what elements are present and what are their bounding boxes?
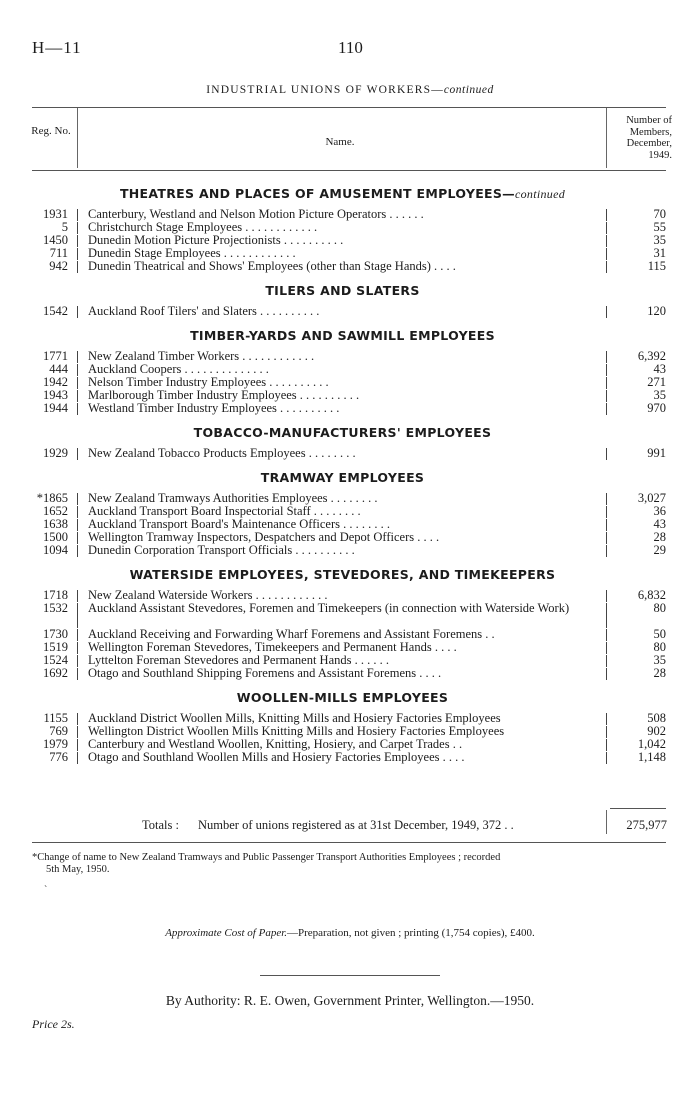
page-number: 110 <box>338 38 363 57</box>
union-name: Otago and Southland Woollen Mills and Hosiery Factories Employees . . . . <box>88 751 465 764</box>
row-divider-right <box>606 403 607 415</box>
table-row <box>0 531 700 544</box>
header-divider-right <box>606 108 607 168</box>
row-divider-left <box>77 403 78 415</box>
member-count: 991 <box>647 446 666 460</box>
member-count: 902 <box>647 724 666 738</box>
member-count: 115 <box>647 259 666 273</box>
member-count: 28 <box>653 666 666 680</box>
section-title-text: WOOLLEN-MILLS EMPLOYEES <box>236 690 449 705</box>
row-divider-right <box>606 364 607 376</box>
section-title-text: WATERSIDE EMPLOYEES, STEVEDORES, AND TIMEKEEPERS <box>129 567 556 582</box>
reg-number: 1532 <box>43 601 68 615</box>
union-name: New Zealand Waterside Workers . . . . . . . . . . . . <box>88 589 328 602</box>
price: Price 2s. <box>32 1017 75 1031</box>
union-name: Otago and Southland Shipping Foremens and Assistant Foremens . . . . <box>88 667 442 680</box>
row-divider-right <box>606 668 607 680</box>
union-name: Dunedin Motion Picture Projectionists . . . . . . . . . . <box>88 234 344 247</box>
row-divider-left <box>77 506 78 518</box>
totals-divider <box>606 810 607 834</box>
union-name: Wellington Tramway Inspectors, Despatchers and Depot Officers . . . . <box>88 531 440 544</box>
column-header-members: Number of Members, December, 1949. <box>626 115 672 161</box>
reg-number: 1094 <box>43 543 68 557</box>
row-divider-left <box>77 629 78 641</box>
union-name: Dunedin Corporation Transport Officials . . . . . . . . . . <box>88 544 355 557</box>
table-row <box>0 221 700 234</box>
section-title <box>80 283 605 298</box>
header-bottom-rule <box>32 170 666 171</box>
reg-number: 1692 <box>43 666 68 680</box>
member-count: 29 <box>653 543 666 557</box>
row-divider-left <box>77 642 78 654</box>
reg-number: 444 <box>49 362 68 376</box>
member-count: 50 <box>653 627 666 641</box>
row-divider-right <box>606 590 607 602</box>
totals-value: 275,977 <box>626 818 667 832</box>
table-row <box>0 376 700 389</box>
table-row <box>0 305 700 318</box>
union-name: Westland Timber Industry Employees . . . . . . . . . . <box>88 402 340 415</box>
union-name: Nelson Timber Industry Employees . . . . . . . . . . <box>88 376 329 389</box>
reg-number: 1155 <box>43 711 68 725</box>
section-title-text: TIMBER-YARDS AND SAWMILL EMPLOYEES <box>190 328 495 343</box>
member-count: 6,832 <box>637 588 666 602</box>
row-divider-right <box>606 493 607 505</box>
member-count: 35 <box>653 388 666 402</box>
table-row <box>0 628 700 641</box>
table-bottom-rule <box>32 842 666 843</box>
member-count: 970 <box>647 401 666 415</box>
reg-number: 1718 <box>43 588 68 602</box>
table-row <box>0 492 700 505</box>
footnote-line-2: 5th May, 1950. <box>46 864 110 875</box>
table-row <box>0 208 700 221</box>
member-count: 120 <box>647 304 666 318</box>
row-divider-left <box>77 364 78 376</box>
row-divider-left <box>77 493 78 505</box>
row-divider-left <box>77 306 78 318</box>
row-divider-right <box>606 739 607 751</box>
row-divider-left <box>77 261 78 273</box>
table-row <box>0 725 700 738</box>
reg-number: 776 <box>49 750 68 764</box>
row-divider-right <box>606 222 607 234</box>
member-count: 80 <box>653 601 666 615</box>
row-divider-left <box>77 603 78 628</box>
row-divider-right <box>606 519 607 531</box>
table-row <box>0 654 700 667</box>
row-divider-left <box>77 590 78 602</box>
union-name: Christchurch Stage Employees . . . . . . . . . . . . <box>88 221 318 234</box>
row-divider-left <box>77 532 78 544</box>
row-divider-left <box>77 209 78 221</box>
row-divider-right <box>606 261 607 273</box>
union-name: Auckland District Woollen Mills, Knitting Mills and Hosiery Factories Employees <box>88 712 501 725</box>
reg-number: 1943 <box>43 388 68 402</box>
row-divider-right <box>606 390 607 402</box>
section-title-text: TRAMWAY EMPLOYEES <box>260 470 425 485</box>
row-divider-right <box>606 629 607 641</box>
table-row <box>0 641 700 654</box>
row-divider-left <box>77 739 78 751</box>
union-name: Auckland Receiving and Forwarding Wharf Foremens and Assistant Foremens . . <box>88 628 495 641</box>
reg-number: 1652 <box>43 504 68 518</box>
union-name: Canterbury, Westland and Nelson Motion Picture Operators . . . . . . <box>88 208 424 221</box>
table-row <box>0 712 700 725</box>
table-row <box>0 350 700 363</box>
table-row <box>0 363 700 376</box>
member-count: 6,392 <box>637 349 666 363</box>
member-count: 43 <box>653 362 666 376</box>
section-title <box>80 567 605 582</box>
reg-number: 711 <box>49 246 68 260</box>
row-divider-left <box>77 726 78 738</box>
cost-line <box>0 927 700 939</box>
reg-number: 1931 <box>43 207 68 221</box>
section-title-text: TILERS AND SLATERS <box>265 283 420 298</box>
cost-text: —Preparation, not given ; printing (1,754 copies), £400. <box>287 927 535 939</box>
section-title <box>80 690 605 705</box>
union-name: Auckland Assistant Stevedores, Foremen and Timekeepers (in connection with Waterside Work) <box>88 602 570 615</box>
row-divider-left <box>77 248 78 260</box>
table-row <box>0 544 700 557</box>
section-title <box>80 186 605 202</box>
member-count: 70 <box>653 207 666 221</box>
section-title <box>80 470 605 485</box>
footnote <box>32 852 672 876</box>
row-divider-right <box>606 642 607 654</box>
row-divider-right <box>606 752 607 764</box>
member-count: 43 <box>653 517 666 531</box>
section-title-suffix: continued <box>515 187 566 201</box>
table-row <box>0 260 700 273</box>
reg-number: 1929 <box>43 446 68 460</box>
table-row <box>0 402 700 415</box>
row-divider-left <box>77 448 78 460</box>
row-divider-left <box>77 390 78 402</box>
column-header-name: Name. <box>325 136 355 148</box>
column-header-reg: Reg. No. <box>31 125 71 137</box>
table-row <box>0 518 700 531</box>
row-divider-left <box>77 668 78 680</box>
member-count: 1,148 <box>637 750 666 764</box>
row-divider-right <box>606 726 607 738</box>
row-divider-right <box>606 351 607 363</box>
table-row <box>0 234 700 247</box>
table-row <box>0 751 700 764</box>
reg-number: 1450 <box>43 233 68 247</box>
row-divider-left <box>77 752 78 764</box>
reg-number: 1979 <box>43 737 68 751</box>
row-divider-right <box>606 306 607 318</box>
header-top-rule <box>32 107 666 108</box>
row-divider-right <box>606 235 607 247</box>
reg-number: *1865 <box>36 491 68 505</box>
row-divider-left <box>77 519 78 531</box>
table-row <box>0 738 700 751</box>
member-count: 3,027 <box>637 491 666 505</box>
reg-number: 1519 <box>43 640 68 654</box>
member-count: 35 <box>653 233 666 247</box>
heading-suffix: continued <box>443 84 494 96</box>
table-row <box>0 589 700 602</box>
table-row <box>0 447 700 460</box>
member-count: 36 <box>653 504 666 518</box>
union-name: Canterbury and Westland Woollen, Knitting, Hosiery, and Carpet Trades . . <box>88 738 463 751</box>
table-row <box>0 505 700 518</box>
union-name: Marlborough Timber Industry Employees . . . . . . . . . . <box>88 389 360 402</box>
row-divider-left <box>77 235 78 247</box>
table-row <box>0 389 700 402</box>
union-name: New Zealand Timber Workers . . . . . . . . . . . . <box>88 350 315 363</box>
row-divider-right <box>606 532 607 544</box>
row-divider-right <box>606 545 607 557</box>
row-divider-left <box>77 351 78 363</box>
member-count: 271 <box>647 375 666 389</box>
section-title <box>80 328 605 343</box>
row-divider-right <box>606 655 607 667</box>
member-count: 28 <box>653 530 666 544</box>
union-name: Auckland Roof Tilers' and Slaters . . . . . . . . . . <box>88 305 320 318</box>
section-title-text: TOBACCO-MANUFACTURERS' EMPLOYEES <box>193 425 492 440</box>
row-divider-left <box>77 377 78 389</box>
row-divider-right <box>606 209 607 221</box>
document-heading <box>0 84 700 96</box>
reg-number: 1942 <box>43 375 68 389</box>
union-name: Auckland Transport Board Inspectorial Staff . . . . . . . . <box>88 505 361 518</box>
authority-line: By Authority: R. E. Owen, Government Printer, Wellington.—1950. <box>165 993 535 1008</box>
union-name: Auckland Transport Board's Maintenance Officers . . . . . . . . <box>88 518 390 531</box>
row-divider-right <box>606 713 607 725</box>
row-divider-right <box>606 377 607 389</box>
union-name: Auckland Coopers . . . . . . . . . . . . . . <box>88 363 269 376</box>
union-name: Wellington District Woollen Mills Knitting Mills and Hosiery Factories Employees <box>88 725 505 738</box>
reg-number: 1542 <box>43 304 68 318</box>
table-row <box>0 667 700 680</box>
reg-number: 1730 <box>43 627 68 641</box>
member-count: 1,042 <box>637 737 666 751</box>
reg-number: 942 <box>49 259 68 273</box>
row-divider-right <box>606 448 607 460</box>
row-divider-right <box>606 603 607 628</box>
reg-number: 1500 <box>43 530 68 544</box>
cost-label: Approximate Cost of Paper. <box>165 927 288 939</box>
union-name: Wellington Foreman Stevedores, Timekeepers and Permanent Hands . . . . <box>88 641 457 654</box>
union-name: Lyttelton Foreman Stevedores and Permanent Hands . . . . . . <box>88 654 389 667</box>
reg-number: 1638 <box>43 517 68 531</box>
section-title-text: THEATRES AND PLACES OF AMUSEMENT EMPLOYEES— <box>119 186 515 201</box>
table-row <box>0 602 700 628</box>
reg-number: 5 <box>61 220 68 234</box>
member-count: 80 <box>653 640 666 654</box>
member-count: 35 <box>653 653 666 667</box>
page-code: H—11 <box>32 38 82 57</box>
reg-number: 1524 <box>43 653 68 667</box>
union-name: Dunedin Theatrical and Shows' Employees (other than Stage Hands) . . . . <box>88 260 456 273</box>
member-count: 55 <box>653 220 666 234</box>
row-divider-right <box>606 248 607 260</box>
table-row <box>0 247 700 260</box>
reg-number: 1771 <box>43 349 68 363</box>
union-name: New Zealand Tobacco Products Employees . . . . . . . . <box>88 447 356 460</box>
totals-label: Totals : <box>142 818 179 832</box>
row-divider-left <box>77 545 78 557</box>
row-divider-left <box>77 713 78 725</box>
header-divider-left <box>77 108 78 168</box>
union-name: New Zealand Tramways Authorities Employees . . . . . . . . <box>88 492 378 505</box>
heading-text: INDUSTRIAL UNIONS OF WORKERS— <box>206 84 444 96</box>
row-divider-left <box>77 655 78 667</box>
member-count: 508 <box>647 711 666 725</box>
reg-number: 769 <box>49 724 68 738</box>
union-name: Dunedin Stage Employees . . . . . . . . . . . . <box>88 247 296 260</box>
row-divider-right <box>606 506 607 518</box>
section-title <box>80 425 605 440</box>
reg-number: 1944 <box>43 401 68 415</box>
footnote-line-1: *Change of name to New Zealand Tramways and Public Passenger Transport Authorities Employees ; recorded <box>32 852 501 863</box>
member-count: 31 <box>653 246 666 260</box>
stray-mark: ` <box>44 885 48 896</box>
authority-rule <box>260 975 440 976</box>
totals-text: Number of unions registered as at 31st December, 1949, 372 . . <box>198 818 514 832</box>
row-divider-left <box>77 222 78 234</box>
totals-rule <box>610 808 666 809</box>
